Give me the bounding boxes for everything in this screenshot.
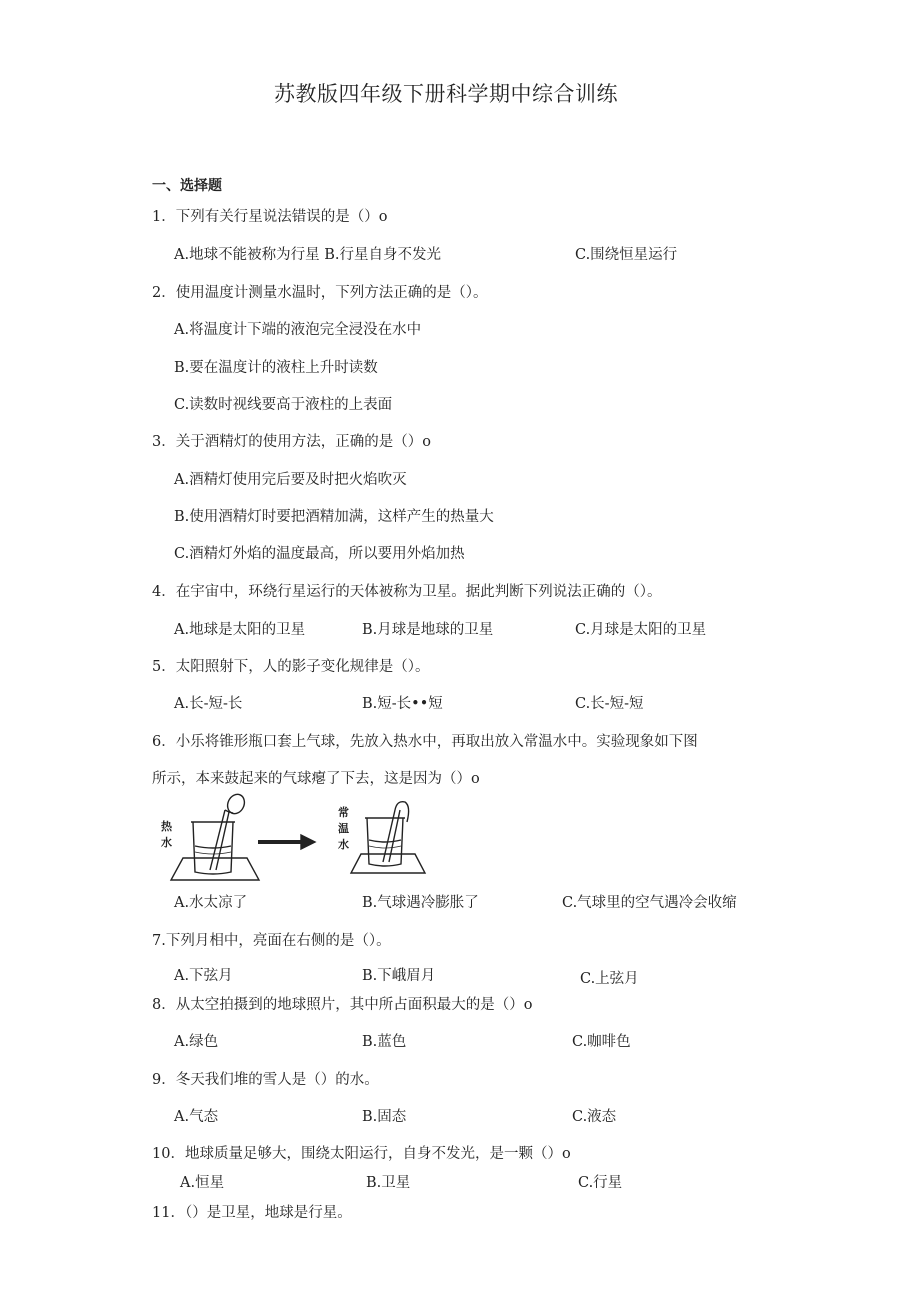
- label-room-char-1: 常: [338, 806, 349, 819]
- q4-option-c: C.月球是太阳的卫星: [575, 622, 707, 638]
- q9-option-a: A.气态: [174, 1109, 219, 1125]
- q2-option-b: B.要在温度计的液柱上升时读数: [174, 360, 378, 376]
- q10-option-a: A.恒星: [180, 1175, 225, 1191]
- question-2: 2．使用温度计测量水温时，下列方法正确的是（）。: [152, 285, 488, 301]
- label-hot-char-1: 热: [161, 820, 172, 833]
- room-water-setup: [351, 802, 425, 873]
- question-6-line-1: 6．小乐将锥形瓶口套上气球，先放入热水中，再取出放入常温水中。实验现象如下图: [152, 734, 698, 750]
- q1-option-ab: A.地球不能被称为行星 B.行星自身不发光: [174, 247, 441, 263]
- q7-option-a: A.下弦月: [174, 968, 233, 984]
- q5-option-a: A.长-短-长: [174, 696, 243, 712]
- q4-option-a: A.地球是太阳的卫星: [174, 622, 306, 638]
- hot-water-setup: [171, 792, 259, 880]
- q2-option-a: A.将温度计下端的液泡完全浸没在水中: [174, 322, 422, 338]
- q3-option-b: B.使用酒精灯时要把酒精加满，这样产生的热量大: [174, 509, 494, 525]
- q9-option-c: C.液态: [572, 1109, 617, 1125]
- question-5: 5．太阳照射下，人的影子变化规律是（）。: [152, 659, 430, 675]
- question-11: 11．（）是卫星，地球是行星。: [152, 1205, 352, 1221]
- q8-option-b: B.蓝色: [362, 1034, 407, 1050]
- q7-option-c: C.上弦月: [580, 971, 639, 987]
- question-6-line-2: 所示，本来鼓起来的气球瘪了下去，这是因为（）o: [152, 771, 480, 787]
- q3-option-a: A.酒精灯使用完后要及时把火焰吹灭: [174, 472, 407, 488]
- q2-option-c: C.读数时视线要高于液柱的上表面: [174, 397, 393, 413]
- label-room-char-3: 水: [338, 838, 349, 851]
- q1-option-c: C.围绕恒星运行: [575, 247, 678, 263]
- q3-option-c: C.酒精灯外焰的温度最高，所以要用外焰加热: [174, 546, 465, 562]
- q9-option-b: B.固态: [362, 1109, 407, 1125]
- q10-option-c: C.行星: [578, 1175, 623, 1191]
- q7-option-b: B.下峨眉月: [362, 968, 436, 984]
- q6-option-b: B.气球遇冷膨胀了: [362, 895, 479, 911]
- page-title: 苏教版四年级下册科学期中综合训练: [274, 82, 618, 106]
- section-heading: 一、选择题: [152, 178, 222, 194]
- q5-option-c: C.长-短-短: [575, 696, 644, 712]
- question-7: 7.下列月相中，亮面在右侧的是（）。: [152, 933, 391, 949]
- question-4: 4．在宇宙中，环绕行星运行的天体被称为卫星。据此判断下列说法正确的（）。: [152, 584, 662, 600]
- q8-option-c: C.咖啡色: [572, 1034, 631, 1050]
- q8-option-a: A.绿色: [174, 1034, 219, 1050]
- q6-option-a: A.水太凉了: [174, 895, 248, 911]
- q4-option-b: B.月球是地球的卫星: [362, 622, 494, 638]
- question-10: 10．地球质量足够大，围绕太阳运行，自身不发光，是一颗（）o: [152, 1146, 571, 1162]
- experiment-figure: [155, 788, 435, 888]
- label-room-char-2: 温: [338, 822, 349, 835]
- label-hot-char-2: 水: [161, 836, 172, 849]
- question-8: 8．从太空拍摄到的地球照片，其中所占面积最大的是（）o: [152, 997, 533, 1013]
- question-1: 1．下列有关行星说法错误的是（）o: [152, 209, 388, 225]
- question-3: 3．关于酒精灯的使用方法，正确的是（）o: [152, 434, 431, 450]
- q10-option-b: B.卫星: [366, 1175, 411, 1191]
- question-9: 9．冬天我们堆的雪人是（）的水。: [152, 1072, 379, 1088]
- q6-option-c: C.气球里的空气遇冷会收缩: [562, 895, 737, 911]
- q5-option-b: B.短-长••短: [362, 696, 443, 712]
